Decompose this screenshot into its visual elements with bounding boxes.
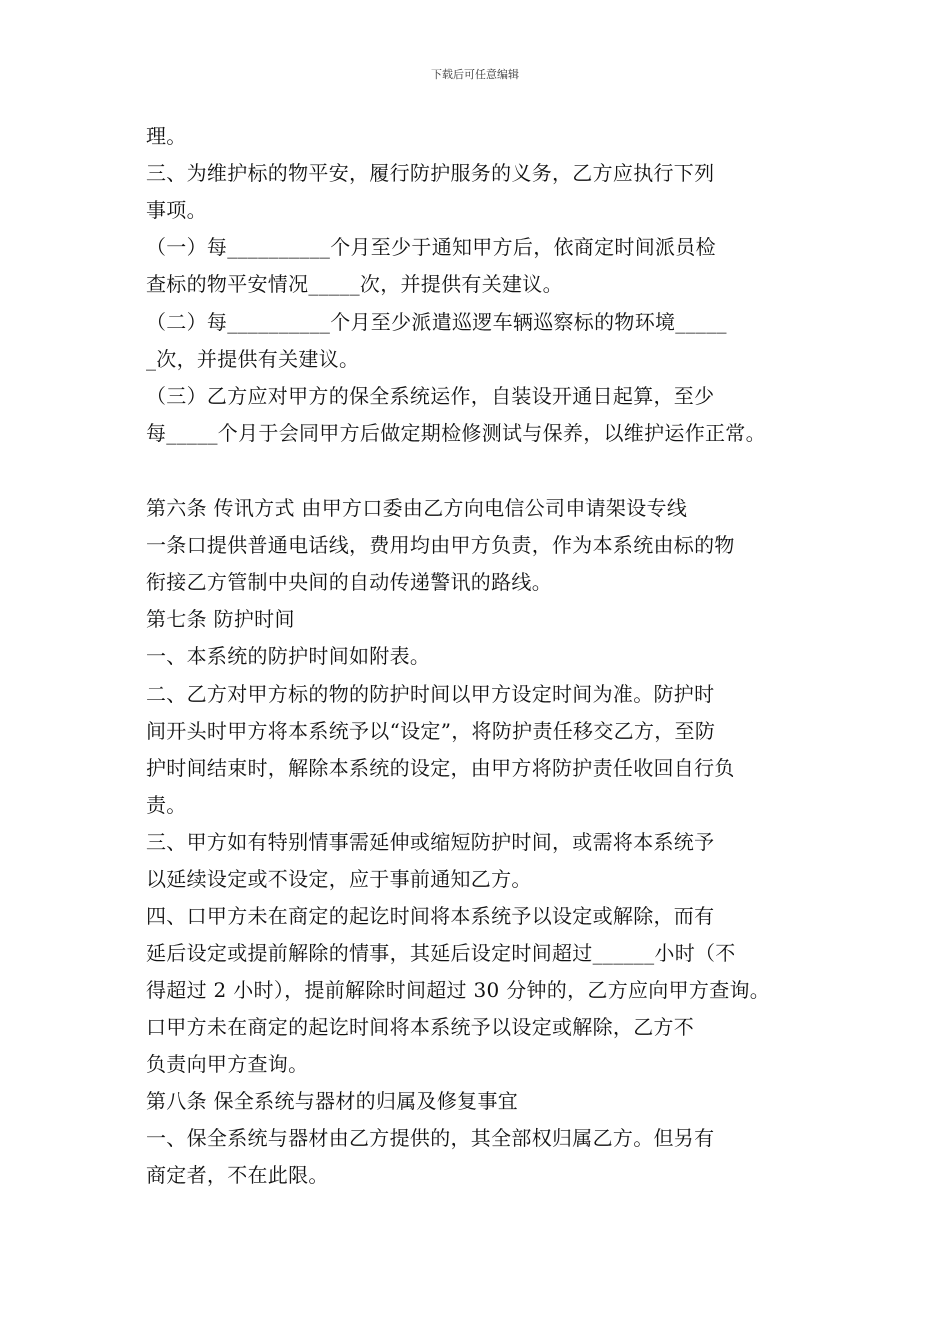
- text-line: 理。: [146, 124, 187, 148]
- text-line: 事项。: [146, 198, 207, 222]
- text-line: 三、为维护标的物平安，履行防护服务的义务，乙方应执行下列: [146, 161, 715, 185]
- text-line: 查标的物平安情况_____次，并提供有关建议。: [146, 272, 563, 296]
- text-line: 四、口甲方未在商定的起讫时间将本系统予以设定或解除，而有: [146, 904, 715, 928]
- text-line: 责。: [146, 793, 187, 817]
- text-line: 第八条 保全系统与器材的归属及修复事宜: [146, 1089, 519, 1113]
- text-line: 间开头时甲方将本系统予以“设定”，将防护责任移交乙方，至防: [146, 719, 716, 743]
- text-line: 护时间结束时，解除本系统的设定，由甲方将防护责任收回自行负: [146, 756, 735, 780]
- text-line: 一条口提供普通电话线，费用均由甲方负责，作为本系统由标的物: [146, 533, 735, 557]
- text-line: 一、保全系统与器材由乙方提供的，其全部权归属乙方。但另有: [146, 1126, 715, 1150]
- text-line: （三）乙方应对甲方的保全系统运作，自装设开通日起算，至少: [146, 384, 715, 408]
- text-line: 商定者，不在此限。: [146, 1163, 329, 1187]
- text-line: 得超过 2 小时），提前解除时间超过 30 分钟的，乙方应向甲方查询。: [146, 978, 771, 1002]
- text-line: 口甲方未在商定的起讫时间将本系统予以设定或解除，乙方不: [146, 1015, 695, 1039]
- text-line: 负责向甲方查询。: [146, 1052, 309, 1076]
- text-line: 第七条 防护时间: [146, 607, 295, 631]
- text-line: 一、本系统的防护时间如附表。: [146, 644, 431, 668]
- text-line: 衔接乙方管制中央间的自动传递警讯的路线。: [146, 570, 552, 594]
- text-line: _次，并提供有关建议。: [146, 347, 360, 371]
- text-line: 二、乙方对甲方标的物的防护时间以甲方设定时间为准。防护时: [146, 682, 715, 706]
- text-line: （一）每__________个月至少于通知甲方后，依商定时间派员检: [146, 235, 716, 259]
- page-header: 下载后可任意编辑: [431, 68, 519, 81]
- text-line: 第六条 传讯方式 由甲方口委由乙方向电信公司申请架设专线: [146, 496, 688, 520]
- text-line: 延后设定或提前解除的情事，其延后设定时间超过______小时（不: [146, 941, 736, 965]
- text-line: （二）每__________个月至少派遣巡逻车辆巡察标的物环境_____: [146, 310, 727, 334]
- text-line: 每_____个月于会同甲方后做定期检修测试与保养，以维护运作正常。: [146, 421, 766, 445]
- text-line: 三、甲方如有特别情事需延伸或缩短防护时间，或需将本系统予: [146, 830, 715, 854]
- text-line: 以延续设定或不设定，应于事前通知乙方。: [146, 867, 532, 891]
